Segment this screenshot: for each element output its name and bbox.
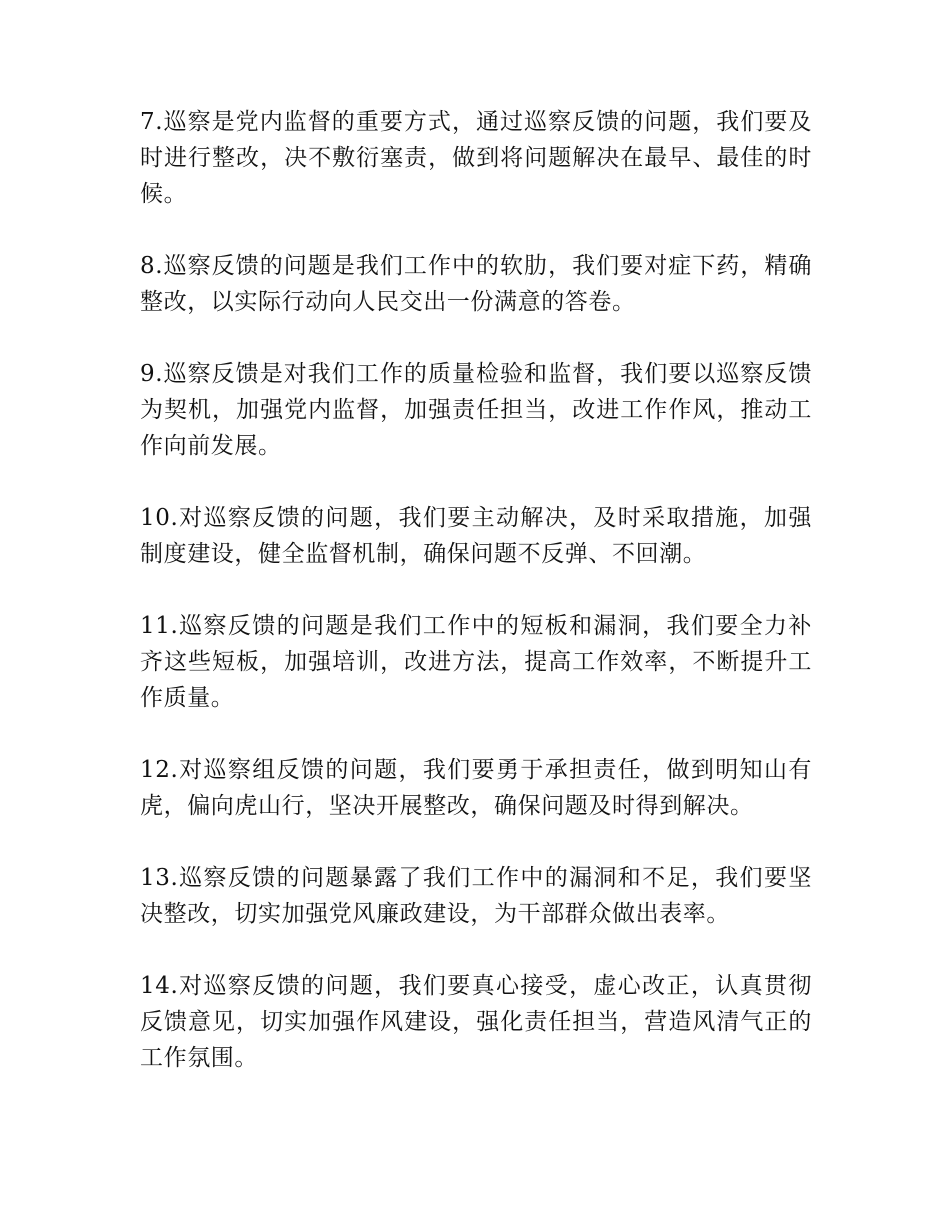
- paragraph-10: 10.对巡察反馈的问题，我们要主动解决，及时采取措施，加强制度建设，健全监督机制，确保问题不反弹、不回潮。: [140, 505, 812, 567]
- paragraph-12: 12.对巡察组反馈的问题，我们要勇于承担责任，做到明知山有虎，偏向虎山行，坚决开展整改，确保问题及时得到解决。: [140, 757, 812, 819]
- document-body: [140, 104, 812, 1112]
- paragraph-14: 14.对巡察反馈的问题，我们要真心接受，虚心改正，认真贯彻反馈意见，切实加强作风建设，强化责任担当，营造风清气正的工作氛围。: [140, 973, 812, 1071]
- paragraph-7: 7.巡察是党内监督的重要方式，通过巡察反馈的问题，我们要及时进行整改，决不敷衍塞责，做到将问题解决在最早、最佳的时候。: [140, 109, 812, 207]
- paragraph-8: 8.巡察反馈的问题是我们工作中的软肋，我们要对症下药，精确整改，以实际行动向人民交出一份满意的答卷。: [140, 253, 812, 315]
- paragraph-11: 11.巡察反馈的问题是我们工作中的短板和漏洞，我们要全力补齐这些短板，加强培训，改进方法，提高工作效率，不断提升工作质量。: [140, 613, 812, 711]
- paragraph-13: 13.巡察反馈的问题暴露了我们工作中的漏洞和不足，我们要坚决整改，切实加强党风廉政建设，为干部群众做出表率。: [140, 865, 812, 927]
- paragraph-9: 9.巡察反馈是对我们工作的质量检验和监督，我们要以巡察反馈为契机，加强党内监督，加强责任担当，改进工作作风，推动工作向前发展。: [140, 361, 812, 459]
